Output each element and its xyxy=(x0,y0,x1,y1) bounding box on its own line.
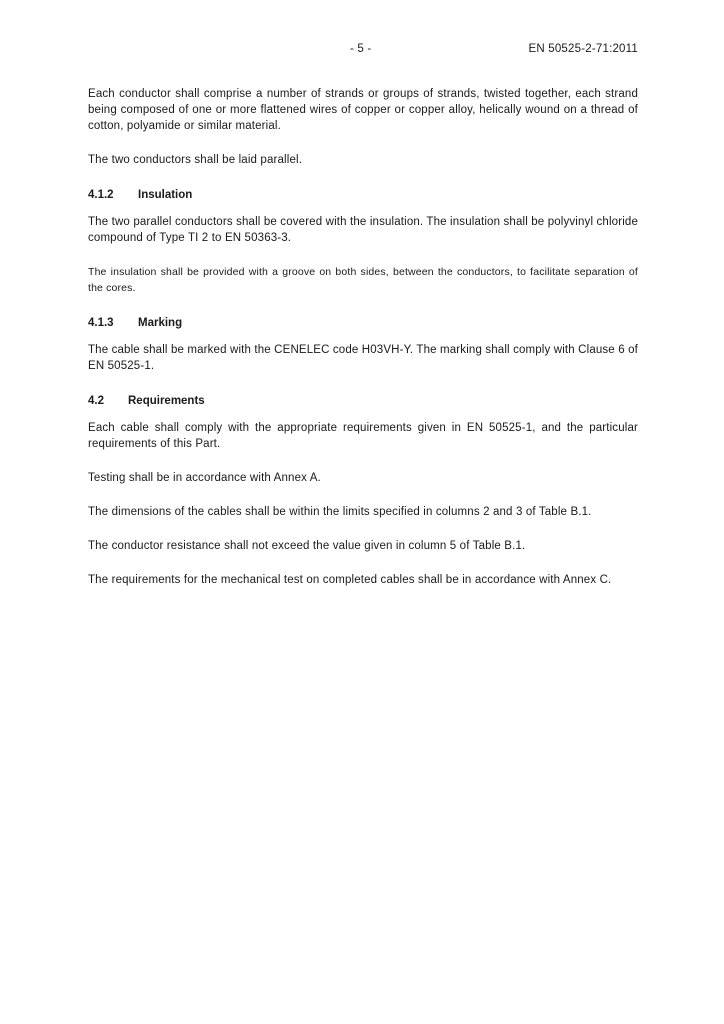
document-reference: EN 50525-2-71:2011 xyxy=(528,43,638,55)
paragraph-mechanical-test: The requirements for the mechanical test on completed cables shall be in accordance with Annex C. xyxy=(88,574,612,586)
paragraph-dimensions: The dimensions of the cables shall be within the limits specified in columns 2 and 3 of Table B.1. xyxy=(88,506,592,518)
section-heading-4-1-3 xyxy=(88,315,638,331)
paragraph-requirements: Each cable shall comply with the appropriate requirements given in EN 50525-1, and the particular requirements of this Part. xyxy=(88,422,638,450)
section-heading-4-1-2 xyxy=(88,187,638,203)
paragraph-conductor-strands: Each conductor shall comprise a number of strands or groups of strands, twisted together, each strand being composed of one or more flattened wires of copper or copper alloy, helically wound on a thread of cotton, polyamide or similar material. xyxy=(88,88,638,132)
paragraph-resistance: The conductor resistance shall not exceed the value given in column 5 of Table B.1. xyxy=(88,540,526,552)
paragraph-testing: Testing shall be in accordance with Annex A. xyxy=(88,472,321,484)
section-number: 4.1.3 xyxy=(88,317,114,329)
page-content xyxy=(88,86,638,588)
section-number: 4.1.2 xyxy=(88,189,114,201)
page-header xyxy=(88,43,638,59)
paragraph-groove: The insulation shall be provided with a groove on both sides, between the conductors, to facilitate separation of the cores. xyxy=(88,266,638,294)
paragraph-marking: The cable shall be marked with the CENELEC code H03VH-Y. The marking shall comply with Clause 6 of EN 50525-1. xyxy=(88,344,638,372)
section-title: Requirements xyxy=(128,395,205,407)
paragraph-laid-parallel: The two conductors shall be laid parallel. xyxy=(88,154,303,166)
section-number: 4.2 xyxy=(88,395,104,407)
page-number: - 5 - xyxy=(350,43,372,55)
paragraph-insulation: The two parallel conductors shall be covered with the insulation. The insulation shall be polyvinyl chloride compound of Type TI 2 to EN 50363-3. xyxy=(88,216,638,244)
section-heading-4-2 xyxy=(88,393,638,409)
section-title: Marking xyxy=(138,317,183,329)
section-title: Insulation xyxy=(138,189,193,201)
